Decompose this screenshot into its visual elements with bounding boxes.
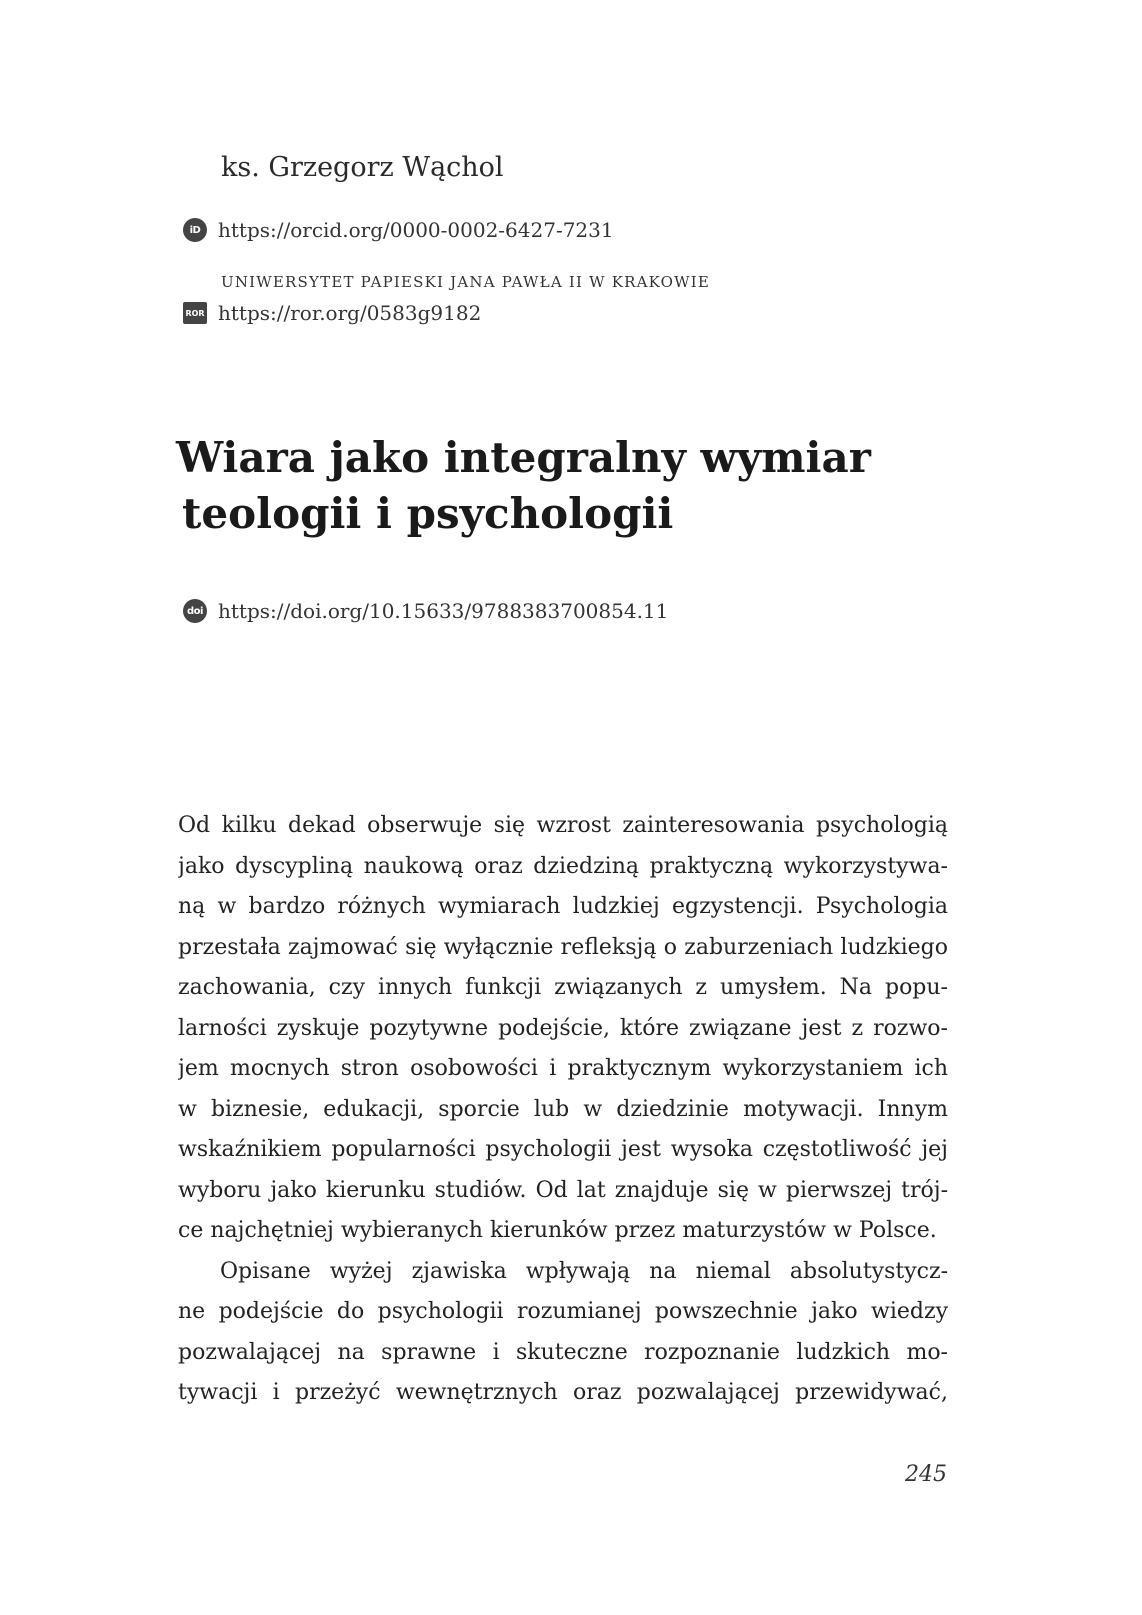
orcid-link[interactable]: https://orcid.org/0000-0002-6427-7231 [218,218,614,242]
orcid-line [183,218,614,242]
ror-icon: ROR [183,302,207,324]
article-title [176,430,936,542]
title-line-1: Wiara jako integralny wymiar [176,433,871,482]
doi-icon: doi [183,599,207,623]
body-line: tywacji i przeżyć wewnętrznych oraz pozwalającej przewidywać, [178,1380,948,1405]
body-line: ne podejście do psychologii rozumianej powszechnie jako wiedzy [178,1299,948,1324]
body-line: ną w bardzo różnych wymiarach ludzkiej egzystencji. Psychologia [178,894,948,919]
ror-link[interactable]: https://ror.org/0583g9182 [218,301,482,325]
body-line: wyboru jako kierunku studiów. Od lat znajduje się w pierwszej trój- [178,1177,948,1203]
body-line: ce najchętniej wybieranych kierunków przez maturzystów w Polsce. [178,1218,937,1243]
ror-line [183,301,481,325]
body-line: zachowania, czy innych funkcji związanych z umysłem. Na popu- [178,975,948,1000]
paragraph-2 [178,1252,948,1414]
body-line: Opisane wyżej zjawiska wpływają na niemal absolutystycz- [220,1258,948,1284]
body-line: jem mocnych stron osobowości i praktycznym wykorzystaniem ich [178,1056,948,1081]
body-line: wskaźnikiem popularności psychologii jest wysoka częstotliwość jej [178,1137,948,1162]
doi-line [183,599,668,623]
body-line: Od kilku dekad obserwuje się wzrost zainteresowania psychologią [178,813,948,838]
body-text [178,806,948,1414]
body-line: w biznesie, edukacji, sporcie lub w dziedzinie motywacji. Innym [178,1096,948,1122]
body-line: larności zyskuje pozytywne podejście, które związane jest z rozwo- [178,1015,948,1041]
institution-name: UNIWERSYTET PAPIESKI JANA PAWŁA II W KRAKOWIE [221,273,711,291]
page-number: 245 [905,1462,947,1487]
paragraph-1 [178,806,948,1252]
body-line: jako dyscypliną naukową oraz dziedziną praktyczną wykorzystywa- [178,853,948,879]
doi-link[interactable]: https://doi.org/10.15633/9788383700854.11 [218,599,669,623]
title-line-2: teologii i psychologii [182,489,674,538]
body-line: przestała zajmować się wyłącznie refleksją o zaburzeniach ludzkiego [178,934,948,960]
author-name: ks. Grzegorz Wąchol [221,152,504,183]
body-line: pozwalającej na sprawne i skuteczne rozpoznanie ludzkich mo- [178,1339,948,1365]
orcid-icon: iD [183,218,207,242]
